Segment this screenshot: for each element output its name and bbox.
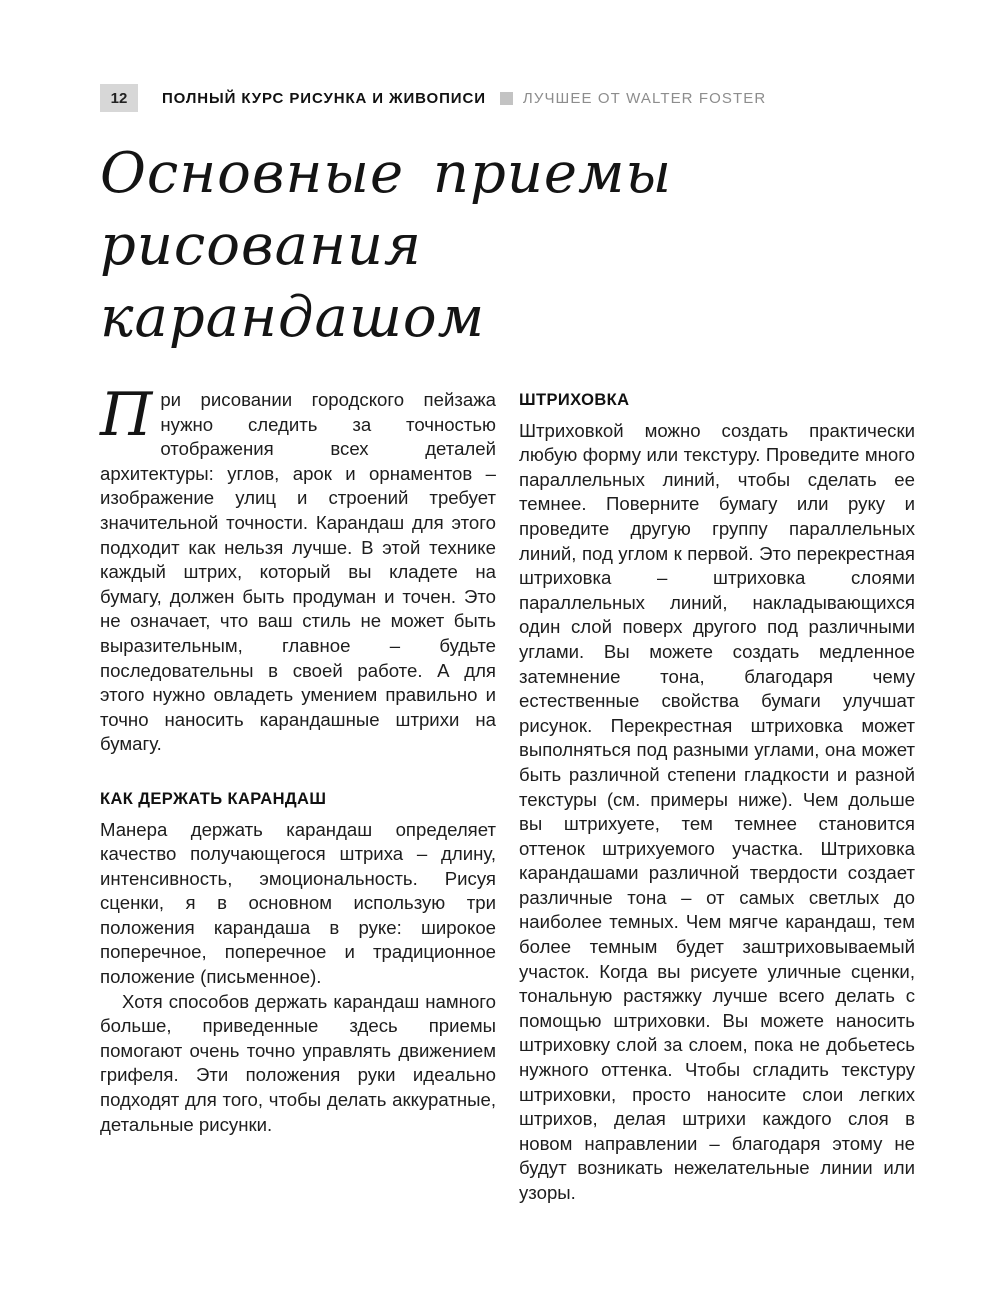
- intro-paragraph: [100, 380, 496, 757]
- body-columns: [100, 380, 915, 1206]
- left-column: [100, 380, 496, 1206]
- section-heading-hatching: ШТРИХОВКА: [519, 391, 630, 409]
- page-header: [100, 84, 915, 112]
- divider-square-icon: [500, 92, 513, 105]
- chapter-title: [100, 138, 915, 354]
- section-heading-how-to-hold-pencil: КАК ДЕРЖАТЬ КАРАНДАШ: [100, 789, 327, 808]
- header-subtitle: ЛУЧШЕЕ ОТ WALTER FOSTER: [522, 89, 767, 107]
- hatching-paragraph: Штриховкой можно создать практически любую форму или текстуру. Проведите много параллельных линий, чтобы сделать ее темнее. Поверните бумагу или руку и проведите другую группу параллельных линий, под углом к первой. Это перекрестная штриховка – штриховка слоями параллельных линий, накладывающихся один слой поверх другого под различными углами. Вы можете создать медленное затемнение тона, благодаря чему естественные свойства бумаги улучшат рисунок. Перекрестная штриховка может выполняться под разными углами, она может быть различной степени гладкости и разной текстуры (см. примеры ниже). Чем дольше вы штрихуете, тем темнее становится оттенок штрихуемого участка. Штриховка карандашами различной твердости создает различные тона – от самых светлых до наиболее темных. Чем мягче карандаш, тем более темным будет заштриховываемый участок. Когда вы рисуете уличные сценки, тональную растяжку лучше всего делать с помощью штриховки. Вы можете наносить штриховку слой за слоем, пока не добьетесь нужного оттенка. Чтобы сгладить текстуру штриховки, просто наносите слои легких штрихов, делая штрихи каждого слоя в новом направлении – благодаря этому не будут возникать нежелательные линии или узоры.: [519, 419, 915, 1203]
- chapter-title-line-2: карандашом: [100, 285, 486, 350]
- chapter-title-line-1: Основные приемы рисования: [100, 141, 673, 278]
- right-column: [519, 388, 915, 1206]
- drop-cap: П: [100, 380, 153, 450]
- page-number: 12: [100, 84, 138, 112]
- book-title: ПОЛНЫЙ КУРС РИСУНКА И ЖИВОПИСИ: [162, 89, 486, 107]
- how-to-hold-paragraph-2: Хотя способов держать карандаш намного больше, приведенные здесь приемы помогают очень точно управлять движением грифеля. Эти положения руки идеально подходят для того, чтобы делать аккуратные, детальные рисунки.: [100, 990, 496, 1135]
- intro-paragraph-text: ри рисовании городского пейзажа нужно следить за точностью отображения всех деталей архитектуры: углов, арок и орнаментов – изображение улиц и строений требует значительной точности. Карандаш для этого подходит как нельзя лучше. В этой технике каждый штрих, который вы кладете на бумагу, должен быть продуман и точен. Это не означает, что ваш стиль не может быть выразительным, главное – будьте последовательны в своей работе. А для этого нужно овладеть умением правильно и точно наносить карандашные штрихи на бумагу.: [100, 389, 496, 755]
- how-to-hold-paragraph-1: Манера держать карандаш определяет качество получающегося штриха – длину, интенсивность, эмоциональность. Рисуя сценки, я в основном использую три положения карандаша в руке: широкое поперечное, поперечное и традиционное положение (письменное).: [100, 818, 496, 988]
